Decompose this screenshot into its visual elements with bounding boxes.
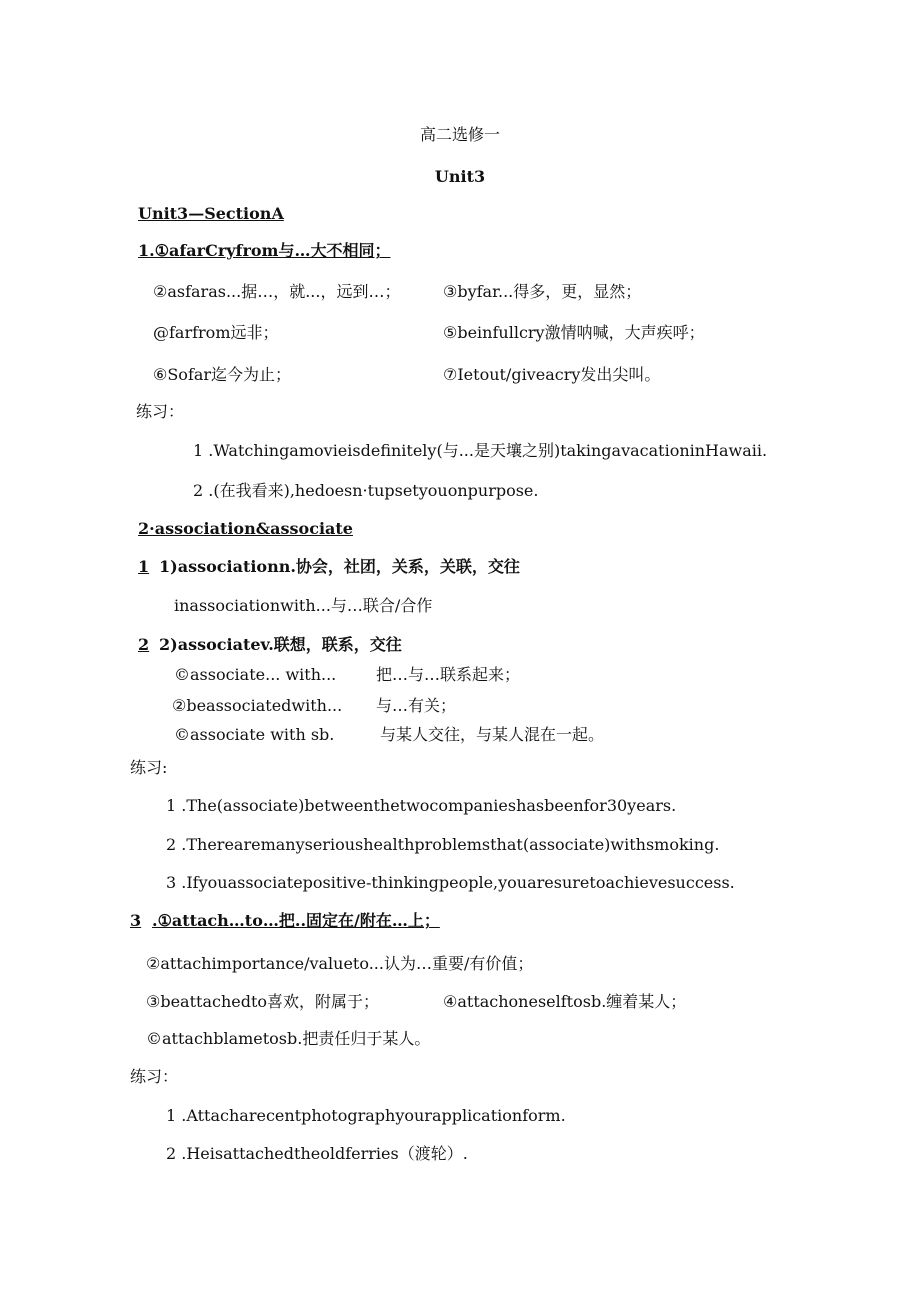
item3-number: 3 (130, 911, 142, 930)
item1-phrase-5: ⑤beinfullcry激情呐喊，大声疾呼； (443, 323, 705, 342)
item3-heading: .①attach…to…把..固定在/附在…上； (152, 911, 440, 930)
item1-exercise: 2 .(在我看来),hedoesn·tupsetyouonpurpose. (193, 481, 539, 500)
item1-phrase-2: ②asfaras...据…，就...，远到…； (153, 282, 401, 301)
item2-sub2-number: 2 (138, 635, 150, 654)
item1-phrase-6: ⑥Sofar迄今为止； (153, 365, 292, 384)
item3-phrase-5: ©attachblametosb.把责任归于某人。 (146, 1029, 431, 1048)
item2-exercise: 3 .Ifyouassociatepositive-thinkingpeople,youaresuretoachievesuccess. (166, 873, 735, 892)
item3-exercise: 2 .Heisattachedtheoldferries（渡轮）. (166, 1144, 468, 1163)
item2-practice-label: 练习: (130, 758, 168, 777)
item3-phrase-2: ②attachimportance/valueto...认为…重要/有价值； (146, 954, 534, 973)
item2-phrase-en: ②beassociatedwith... (172, 696, 343, 715)
course-title: 高二选修一 (419, 125, 500, 144)
item2-sub2-definition: 2)associatev.联想，联系，交往 (159, 635, 402, 654)
item1-exercise: 1 .Watchingamovieisdefinitely(与...是天壤之别)takingavacationinHawaii. (193, 441, 768, 460)
item2-exercise: 1 .The(associate)betweenthetwocompanieshasbeenfor30years. (166, 796, 677, 815)
item2-exercise: 2 .Therearemanyserioushealthproblemsthat(associate)withsmoking. (166, 835, 720, 854)
item1-phrase-4: @farfrom远非； (153, 323, 279, 342)
item2-sub1-phrase: inassociationwith...与…联合/合作 (174, 596, 433, 615)
item3-exercise: 1 .Attacharecentphotographyourapplicationform. (166, 1106, 566, 1125)
item2-phrase-zh: 与…有关； (376, 696, 457, 715)
item1-practice-label: 练习： (136, 402, 185, 421)
section-heading: Unit3—SectionA (138, 204, 284, 223)
item2-sub1-number: 1 (138, 557, 150, 576)
item2-sub1-definition (159, 556, 520, 578)
item2-sub1-text: 1)associationn.协会，社团，关系，关联，交往 (159, 557, 520, 576)
item3-phrase-3: ③beattachedto喜欢，附属于； (146, 992, 380, 1011)
item1-phrase-3: ③byfar...得多，更，显然； (443, 282, 642, 301)
item2-phrase-en: ©associate... with... (174, 665, 337, 684)
item3-practice-label: 练习： (130, 1067, 179, 1086)
item2-phrase-zh: 把…与…联系起来； (376, 665, 521, 684)
item2-phrase-zh: 与某人交往，与某人混在一起。 (380, 725, 605, 744)
item3-phrase-4: ④attachoneselftosb.缠着某人； (443, 992, 687, 1011)
item1-phrase-7: ⑦Ietout/giveacry发出尖叫。 (443, 365, 661, 384)
unit-title: Unit3 (434, 167, 486, 186)
item2-heading: 2·association&associate (138, 519, 353, 538)
item2-phrase-en: ©associate with sb. (174, 725, 335, 744)
item1-heading: 1.①afarCryfrom与…大不相同； (138, 241, 391, 260)
